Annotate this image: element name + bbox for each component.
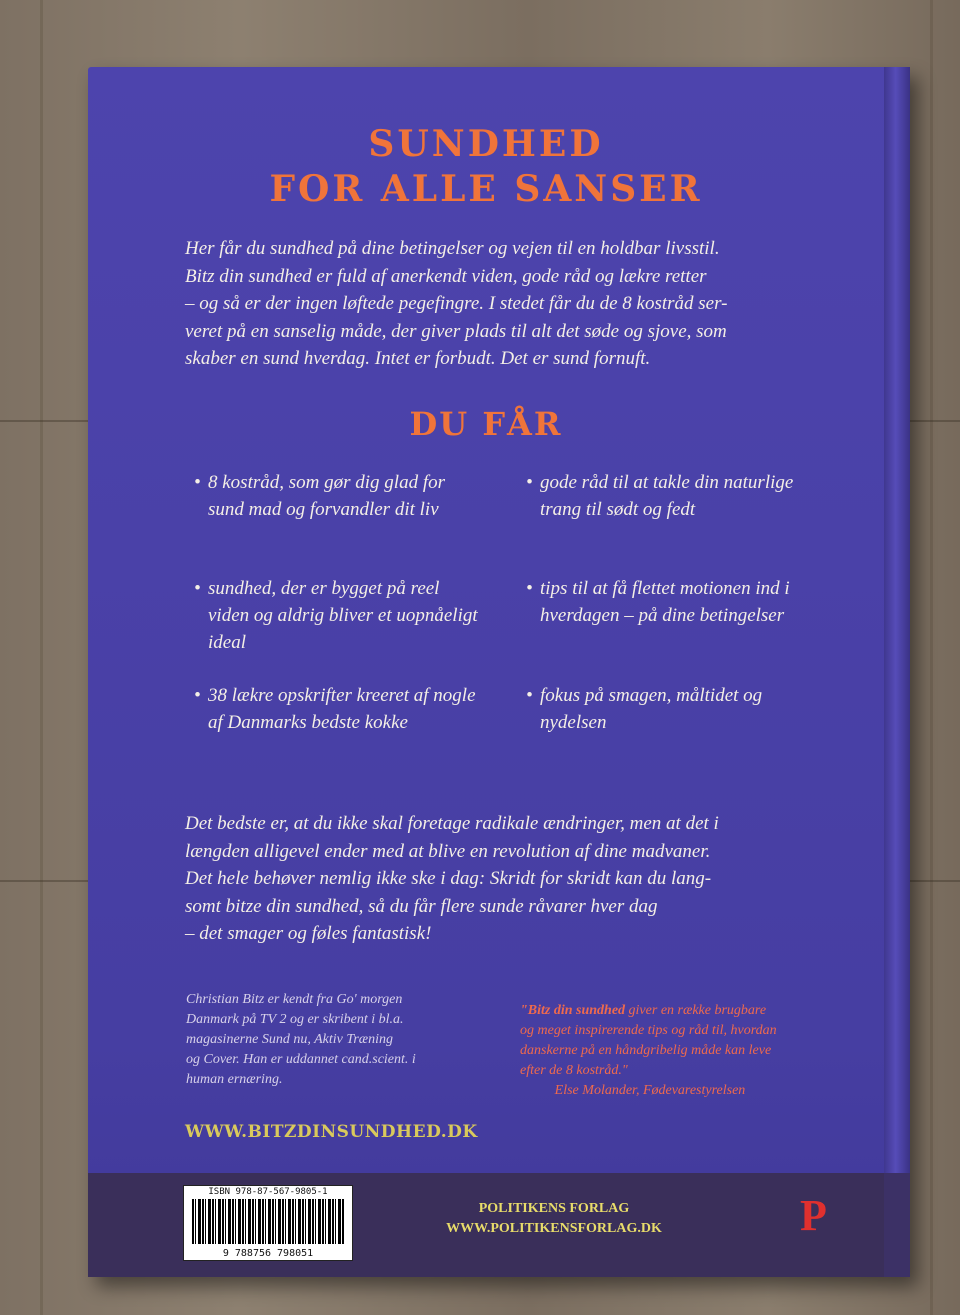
outro-paragraph (185, 810, 875, 948)
publisher-info (424, 1199, 684, 1239)
author-bio-line: og Cover. Han er uddannet cand.scient. i (186, 1052, 416, 1067)
quote-body: giver en række brugbare og meget inspirerende tips og råd til, hvordan danskerne på en håndgribelig måde kan leve efter de 8 kostråd." (520, 1003, 777, 1078)
bullet-dot-icon: • (526, 685, 533, 706)
bullet-dot-icon: • (526, 578, 533, 599)
bullet-text: sundhed, der er bygget på reel viden og aldrig bliver et uopnåeligt ideal (208, 578, 478, 653)
wood-grain (40, 0, 43, 1315)
bullet-text: 8 kostråd, som gør dig glad for sund mad og forvandler dit liv (208, 472, 445, 520)
outro-line: længden alligevel ender med at blive en revolution af dine madvaner. (185, 840, 711, 862)
bullet-dot-icon: • (526, 472, 533, 493)
isbn-barcode (183, 1185, 353, 1261)
outro-line: somt bitze din sundhed, så du får flere sunde råvarer hver dag (185, 895, 658, 917)
intro-line: Bitz din sundhed er fuld af anerkendt viden, gode råd og lækre retter (185, 265, 707, 287)
bullet-dot-icon: • (194, 685, 201, 706)
bullet-item (194, 469, 483, 523)
bullet-item (526, 469, 815, 523)
bullet-item (526, 682, 815, 736)
author-bio (186, 990, 486, 1090)
bullet-item (194, 682, 483, 736)
publisher-logo: P (800, 1191, 827, 1240)
intro-line: veret på en sanselig måde, der giver plads til alt det søde og sjove, som (185, 320, 727, 342)
intro-line: – og så er der ingen løftede pegefingre. I stedet får du de 8 kostråd ser- (185, 293, 728, 314)
author-bio-line: magasinerne Sund nu, Aktiv Træning (186, 1032, 394, 1047)
bullet-item (194, 575, 483, 656)
bullet-text: 38 lækre opskrifter kreeret af nogle af Danmarks bedste kokke (208, 685, 476, 733)
bullet-text: fokus på smagen, måltidet og nydelsen (540, 685, 763, 733)
cover-title-line-2: FOR ALLE SANSER (269, 168, 703, 210)
footer-band-spine (884, 1173, 910, 1277)
author-bio-line: Danmark på TV 2 og er skribent i bl.a. (186, 1012, 404, 1027)
quote-author: Else Molander, Fødevarestyrelsen (554, 1083, 746, 1098)
author-bio-line: Christian Bitz er kendt fra Go' morgen (186, 992, 403, 1007)
outro-line: – det smager og føles fantastisk! (185, 923, 432, 944)
quote-text (520, 1001, 780, 1081)
review-quote (520, 1001, 780, 1101)
barcode-bars (192, 1199, 344, 1244)
cover-title-line-1: SUNDHED (368, 123, 604, 165)
intro-line: Her får du sundhed på dine betingelser og vejen til en holdbar livsstil. (185, 238, 720, 259)
intro-paragraph (185, 235, 865, 373)
bullet-item (526, 575, 815, 629)
book-back-cover (88, 67, 910, 1277)
outro-line: Det hele behøver nemlig ikke ske i dag: Skridt for skridt kan du lang- (185, 868, 712, 889)
isbn-label: ISBN 978-87-567-9805-1 (208, 1187, 328, 1197)
publisher-url: WWW.POLITIKENSFORLAG.DK (446, 1221, 662, 1236)
website-url: WWW.BITZDINSUNDHED.DK (185, 1122, 478, 1142)
subheading-du-faar: DU FÅR (409, 405, 563, 443)
author-bio-line: human ernæring. (186, 1072, 283, 1087)
bullet-dot-icon: • (194, 578, 201, 599)
book-spine (884, 67, 910, 1277)
bullet-text: tips til at få flettet motionen ind i hverdagen – på dine betingelser (540, 578, 790, 626)
bullet-dot-icon: • (194, 472, 201, 493)
quote-book-title: "Bitz din sundhed (520, 1003, 626, 1018)
intro-line: skaber en sund hverdag. Intet er forbudt. Det er sund fornuft. (185, 348, 651, 369)
bullet-text: gode råd til at takle din naturlige trang til sødt og fedt (540, 472, 794, 520)
outro-line: Det bedste er, at du ikke skal foretage radikale ændringer, men at det i (185, 813, 719, 834)
barcode-number: 9 788756 798051 (222, 1248, 314, 1259)
publisher-name: POLITIKENS FORLAG (478, 1201, 630, 1216)
wood-grain (930, 0, 933, 1315)
